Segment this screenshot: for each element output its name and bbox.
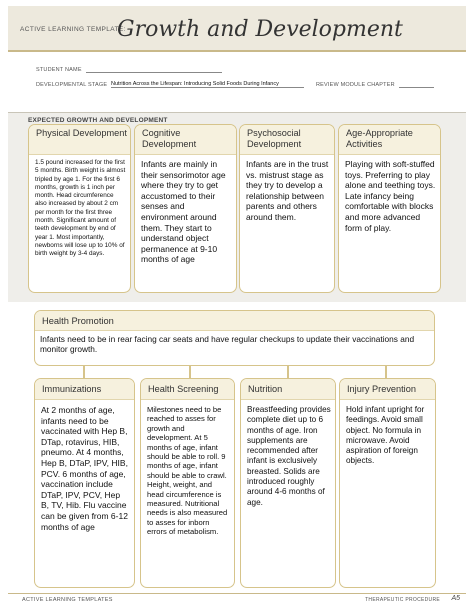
card-body[interactable]: Hold infant upright for feedings. Avoid small object. No formula in microwave. Avoid aspiration of foreign objects.: [346, 405, 425, 466]
injury-prevention-card: [339, 378, 436, 588]
card-title: Psychosocial Development: [247, 128, 302, 149]
footer-left-label: ACTIVE LEARNING TEMPLATES: [22, 597, 113, 603]
card-body[interactable]: Playing with soft-stuffed toys. Preferring to play alone and teething toys. Late infancy being comfortable with blocks and more advanced form of play.: [345, 159, 436, 233]
section-title: EXPECTED GROWTH AND DEVELOPMENT: [28, 117, 168, 124]
card-body[interactable]: Infants are mainly in their sensorimotor age where they try to get accustomed to their senses and environment around them. They start to understand object permanence at 9-10 months of age: [141, 159, 226, 265]
card-title: Cognitive Development: [142, 128, 197, 149]
card-body[interactable]: Milestones need to be reached to asses for growth and development. At 5 months of age, infant should be able to roll. 9 months of age, infant should be able to crawl. Height, weight, and head circumference is measured. Nutritional needs is also measured to asses for inborn errors of metabolism.: [147, 405, 228, 537]
card-header: [241, 379, 335, 400]
nutrition-card: [240, 378, 336, 588]
card-title: Immunizations: [42, 384, 102, 394]
stage-label: DEVELOPMENTAL STAGE: [36, 82, 108, 88]
card-title: Health Screening: [148, 384, 219, 394]
footer-right-label: THERAPEUTIC PROCEDURE: [365, 597, 440, 603]
card-header: [35, 379, 134, 400]
health-promotion-title: Health Promotion: [42, 316, 114, 326]
card-title: Age-Appropriate Activities: [346, 128, 413, 149]
page-title: Growth and Development: [117, 17, 403, 42]
card-body[interactable]: At 2 months of age, infants need to be vaccinated with Hep B, DTap, rotavirus, HIB, pneumo. At 4 months, Hep B, DTaP, IPV, HIB, PCV. 6 months of age, vaccination include DTaP, IPV, PCV, Hep B, TV, Hib. Flu vaccine can be given from 6-12 months of age: [41, 405, 128, 532]
health-promotion-card: [34, 310, 435, 366]
card-title: Physical Development: [36, 128, 127, 138]
card-header: [340, 379, 435, 400]
page-number: A5: [451, 595, 460, 602]
footer-rule: [8, 593, 466, 594]
card-body[interactable]: Infants are in the trust vs. mistrust stage as they try to develop a relationship between parents and others around them.: [246, 159, 329, 222]
card-body[interactable]: Breastfeeding provides complete diet up to 6 months of age. Iron supplements are recommended after infant is exclusively breasted. Solids are introduced roughly around 4-6 months of age.: [247, 405, 331, 507]
card-header: [141, 379, 234, 400]
health-promotion-body[interactable]: Infants need to be in rear facing car seats and have regular checkups to update their vaccinations and monitor growth.: [40, 334, 415, 355]
card-title: Injury Prevention: [347, 384, 416, 394]
health-promotion-header: [35, 311, 434, 331]
template-label: ACTIVE LEARNING TEMPLATE:: [20, 26, 126, 33]
chapter-label: REVIEW MODULE CHAPTER: [316, 82, 395, 88]
health-screening-card: [140, 378, 235, 588]
stage-value: Nutrition Across the Lifespan: Introducing Solid Foods During Infancy: [110, 81, 279, 87]
card-body[interactable]: 1.5 pound increased for the first 5 months. Birth weight is almost tripled by age 1. For the first 6 months, growth is 1 inch per month. Head circumference also increased by about 2 cm per month for the first three month. Significant amount of teeth development by end of year 1. Most importantly, newborns will lose up to 10% of birth weight by 3-4 days.: [35, 159, 126, 258]
immunizations-card: [34, 378, 135, 588]
student-name-label: STUDENT NAME: [36, 67, 82, 73]
card-title: Nutrition: [248, 384, 283, 394]
